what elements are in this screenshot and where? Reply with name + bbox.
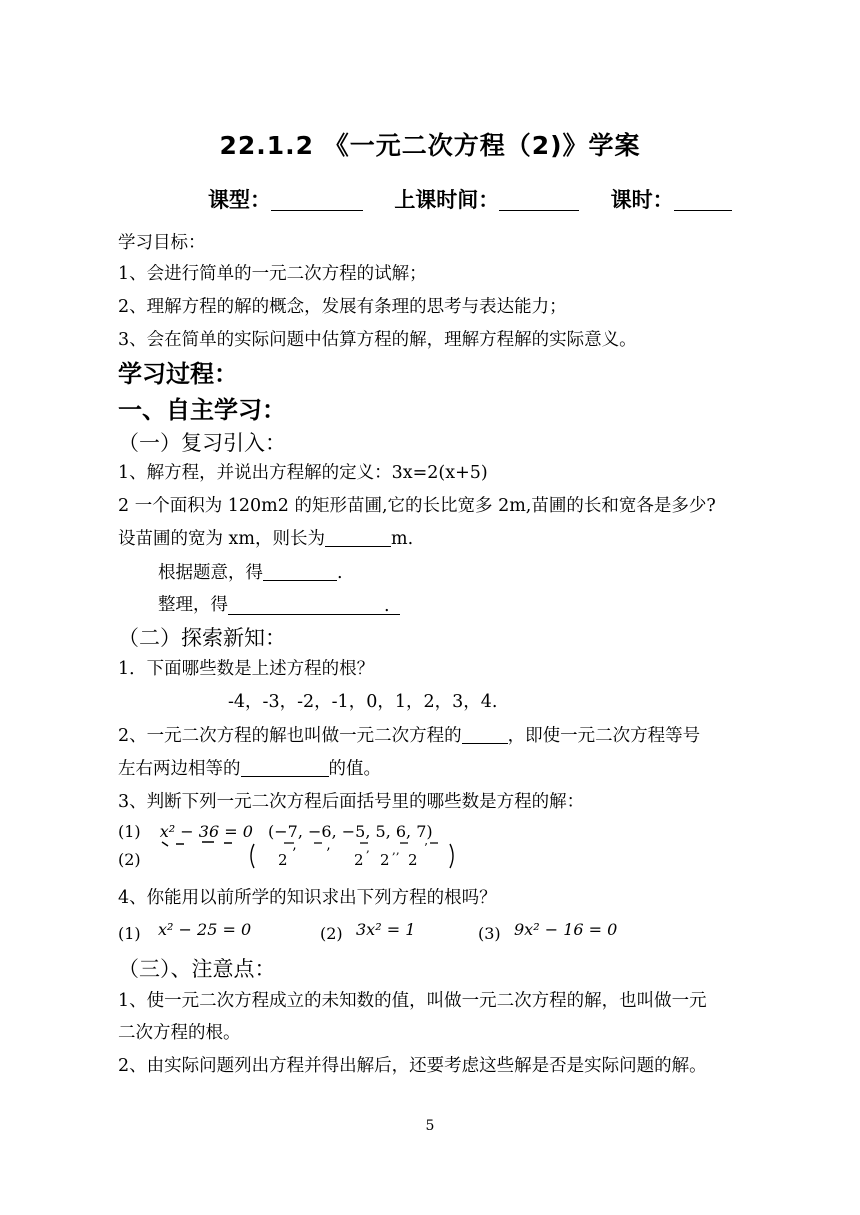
svg-text:,: , xyxy=(366,841,370,855)
eq2-label: (2) xyxy=(118,850,141,869)
lesson-meta xyxy=(208,184,732,214)
explore-question-2-line2 xyxy=(118,757,381,781)
objective-item-3: 3、会在简单的实际问题中估算方程的解，理解方程解的实际意义。 xyxy=(118,330,637,350)
by-meaning-text: 根据题意，得 xyxy=(158,563,263,583)
simplify-line xyxy=(158,593,400,617)
svg-text:2: 2 xyxy=(354,851,364,869)
equation-blank xyxy=(263,562,337,581)
course-type-blank xyxy=(271,188,363,211)
eq1-candidates: (−7, −6, −5, 5, 6, 7) xyxy=(268,822,433,841)
set-suffix: m. xyxy=(391,529,414,549)
q4-eq3-label: (3) xyxy=(478,924,501,943)
q4-eq1-expression: x² − 25 = 0 xyxy=(158,920,252,939)
period-label: 课时： xyxy=(610,188,674,212)
note-1-line1: 1、使一元二次方程成立的未知数的值，叫做一元二次方程的解，也叫做一元 xyxy=(118,991,707,1011)
simplify-end: . xyxy=(384,596,390,616)
explore-question-2-line1 xyxy=(118,724,700,748)
eq1-expression: x² − 36 = 0 xyxy=(159,822,253,841)
notes-heading: （三）、注意点： xyxy=(118,957,276,981)
review-question-2: 2 一个面积为 120m2 的矩形苗圃,它的长比宽多 2m,苗圃的长和宽各是多少? xyxy=(118,496,716,516)
simplify-text: 整理，得 xyxy=(158,595,228,615)
q2-part-d: 的值。 xyxy=(328,759,381,779)
objectives-heading: 学习目标： xyxy=(118,233,206,253)
length-blank xyxy=(325,528,391,547)
q2-part-b: ，即使一元二次方程等号 xyxy=(507,726,701,746)
note-2: 2、由实际问题列出方程并得出解后，还要考虑这些解是否是实际问题的解。 xyxy=(118,1056,707,1076)
svg-text:2: 2 xyxy=(380,851,390,869)
section1-heading: 一、自主学习： xyxy=(118,396,286,424)
explore-question-4: 4、你能用以前所学的知识求出下列方程的根吗？ xyxy=(118,888,497,908)
objective-item-2: 2、理解方程的解的概念，发展有条理的思考与表达能力； xyxy=(118,297,567,317)
explore-heading: （二）探索新知： xyxy=(118,626,286,650)
process-heading: 学习过程： xyxy=(118,360,238,388)
root-blank xyxy=(462,725,508,744)
review-set-line xyxy=(118,527,413,551)
by-meaning-line xyxy=(158,561,343,585)
explore-question-3: 3、判断下列一元二次方程后面括号里的哪些数是方程的解： xyxy=(118,792,585,812)
q4-eq1-label: (1) xyxy=(118,924,141,943)
page-number: 5 xyxy=(425,1118,435,1134)
period-blank xyxy=(674,188,732,211)
candidate-numbers: -4，-3，-2，-1，0，1，2，3，4. xyxy=(228,692,498,712)
svg-text:’: ’ xyxy=(326,846,331,862)
svg-text:2: 2 xyxy=(278,851,288,869)
simplified-blank xyxy=(228,596,400,615)
set-prefix: 设苗圃的宽为 xm，则长为 xyxy=(118,529,326,549)
explore-question-1: 1．下面哪些数是上述方程的根？ xyxy=(118,659,375,679)
by-meaning-end: . xyxy=(337,563,343,583)
q2-part-a: 2、一元二次方程的解也叫做一元二次方程的 xyxy=(118,726,462,746)
q2-part-c: 左右两边相等的 xyxy=(118,759,241,779)
course-type-label: 课型： xyxy=(208,188,271,212)
svg-text:’: ’ xyxy=(424,841,428,855)
eq1-label: (1) xyxy=(118,822,141,841)
review-heading: （一）复习引入： xyxy=(118,431,286,455)
time-label: 上课时间： xyxy=(394,188,500,212)
q4-eq2-expression: 3x² = 1 xyxy=(356,920,416,939)
svg-text:’: ’ xyxy=(292,846,297,862)
q4-eq3-expression: 9x² − 16 = 0 xyxy=(514,920,618,939)
q4-eq2-label: (2) xyxy=(320,924,343,943)
svg-text:,,: ,, xyxy=(392,843,400,857)
value-blank xyxy=(241,758,329,777)
review-question-1: 1、解方程，并说出方程解的定义：3x=2(x+5) xyxy=(118,463,488,483)
note-1-line2: 二次方程的根。 xyxy=(118,1023,241,1043)
time-blank xyxy=(499,188,579,211)
page-title: 22.1.2 《一元二次方程（2)》学案 xyxy=(219,131,641,160)
eq2-garbled-expression-icon xyxy=(154,840,534,870)
objective-item-1: 1、会进行简单的一元二次方程的试解； xyxy=(118,264,427,284)
svg-text:2: 2 xyxy=(408,851,418,869)
